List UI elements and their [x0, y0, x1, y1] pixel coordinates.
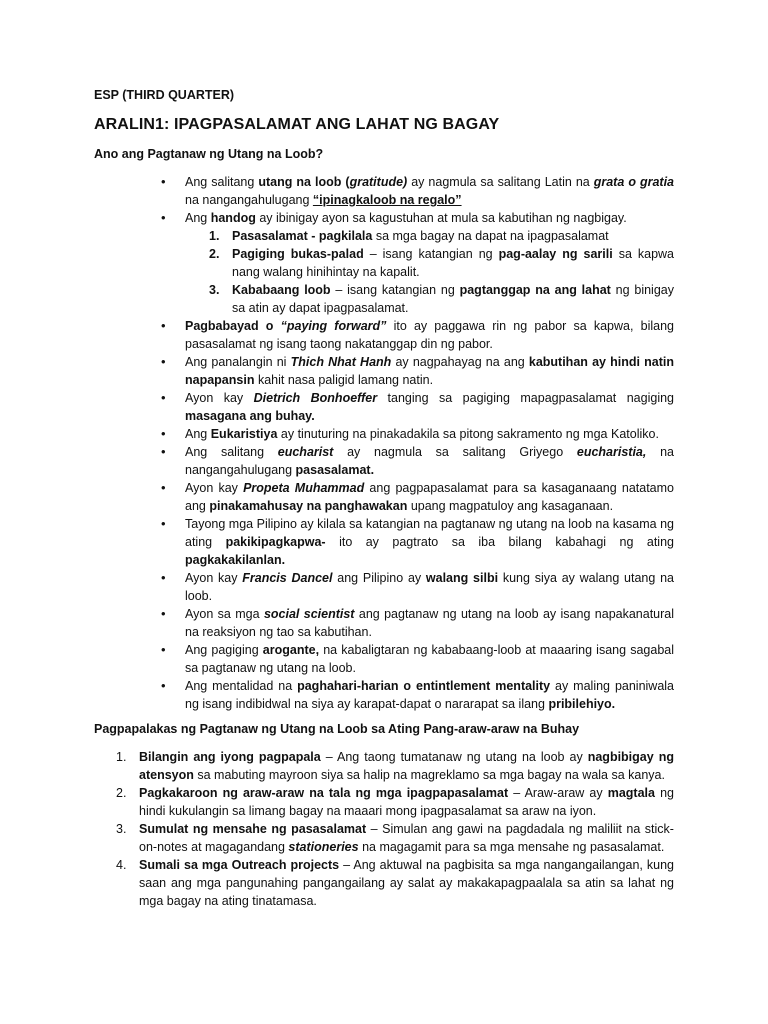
text-run: eucharistia, — [576, 445, 647, 459]
text-run: Propeta Muhammad — [243, 481, 365, 495]
text-run: pakikipagkapwa- — [225, 535, 326, 549]
sub-list-item — [185, 227, 674, 245]
text-run: na magagamit para sa mga mensahe ng pasasalamat. — [358, 840, 665, 854]
numbered-item — [94, 856, 674, 910]
bullet-item — [94, 317, 674, 353]
text-run: Ang — [185, 427, 211, 441]
bullet-item — [94, 515, 674, 569]
text-run: tanging sa pagiging mapagpasalamat nagiging — [377, 391, 674, 405]
text-run: ang pagpapasalamat para sa kasaganaang natatamo ang — [185, 481, 674, 513]
text-run: pag-aalay ng sarili — [498, 247, 613, 261]
text-run: Ang salitang — [185, 175, 259, 189]
text-run: Kababaang loob — [232, 283, 331, 297]
text-run: ng hindi kukulangin sa limang bagay na maaari mong ipagpasalamat sa araw na iyon. — [139, 786, 674, 818]
text-run: na nangangahulugang — [185, 193, 313, 207]
item-number: 4. — [116, 858, 127, 872]
text-run: handog — [210, 211, 256, 225]
sub-list-number: 1. — [209, 229, 220, 243]
text-run: magtala — [607, 786, 655, 800]
numbered-item — [94, 820, 674, 856]
bullet-item — [94, 641, 674, 677]
text-run: utang na loob — [258, 175, 342, 189]
text-run: kabutihan ay hindi natin napapansin — [185, 355, 674, 387]
text-run: Pagiging bukas-palad — [232, 247, 364, 261]
text-run: Ayon sa mga — [185, 607, 264, 621]
text-run: sa mga bagay na dapat na ipagpasalamat — [372, 229, 609, 243]
text-run: social scientist — [263, 607, 355, 621]
text-run: – isang katangian ng — [363, 247, 499, 261]
text-run: Sumulat ng mensahe ng pasasalamat — [139, 822, 367, 836]
text-run: sa kapwa nang walang hinihintay na kapalit. — [232, 247, 675, 279]
text-run: ay maling paniniwala ng isang indibidwal na siya ay karapat-dapat o nararapat sa ilang — [185, 679, 675, 711]
numbered-item — [94, 748, 674, 784]
text-run: upang magpatuloy ang kasaganaan. — [407, 499, 614, 513]
text-run: sa mabuting mayroon siya sa halip na magreklamo sa mga bagay na wala sa kanya. — [193, 768, 665, 782]
text-run: pribilehiyo. — [548, 697, 616, 711]
text-run: ito ay paggawa rin ng pabor sa kapwa, bilang pasasalamat ng isang taong nakatanggap din ng pabor. — [185, 319, 674, 351]
section-heading-pagpapalakas: Pagpapalakas ng Pagtanaw ng Utang na Loob sa Ating Pang-araw-araw na Buhay — [94, 722, 580, 736]
item-number: 2. — [116, 786, 127, 800]
section-heading-pagtanaw: Ano ang Pagtanaw ng Utang na Loob? — [94, 147, 324, 161]
text-run: Pagbabayad o — [185, 319, 281, 333]
sub-list-number: 3. — [209, 283, 220, 297]
text-run: ng binigay sa atin ay dapat ipagpasalamat. — [232, 283, 674, 315]
text-run: pasasalamat. — [295, 463, 375, 477]
text-run: “ipinagkaloob na regalo” — [312, 193, 462, 207]
text-run: paghahari-harian o entintlement mentality — [297, 679, 551, 693]
text-run: gratitude) — [349, 175, 408, 189]
text-run: “paying forward” — [280, 319, 387, 333]
text-run: Pagkakaroon ng araw-araw na tala ng mga ipagpapasalamat — [139, 786, 509, 800]
text-run: Ang — [185, 211, 211, 225]
text-run: walang silbi — [425, 571, 499, 585]
text-run: na nangangahulugang — [185, 445, 674, 477]
text-run: masagana ang buhay. — [185, 409, 315, 423]
bullet-item — [94, 209, 674, 317]
text-run: ay ibinigay ayon sa kagustuhan at mula sa kabutihan ng nagbigay. — [255, 211, 627, 225]
text-run: Ang panalangin ni — [185, 355, 291, 369]
text-run: kung siya ay walang utang na loob. — [185, 571, 674, 603]
text-run: ay nagmula sa salitang Latin na — [407, 175, 594, 189]
text-run: kahit nasa paligid lamang natin. — [254, 373, 434, 387]
lesson-title: ARALIN1: IPAGPASALAMAT ANG LAHAT NG BAGAY — [94, 116, 500, 133]
sub-list-item — [185, 245, 674, 281]
text-run: na kabaligtaran ng kababaang-loob at maaaring isang sagabal sa pagtanaw ng utang na loob. — [185, 643, 674, 675]
text-run: nagbibigay ng atensyon — [139, 750, 674, 782]
numbered-list — [94, 748, 674, 910]
item-number: 3. — [116, 822, 127, 836]
text-run: Ang salitang — [185, 445, 278, 459]
text-run: ang Pilipino ay — [332, 571, 426, 585]
item-number: 1. — [116, 750, 127, 764]
text-run: arogante, — [262, 643, 320, 657]
text-run: Thich Nhat Hanh — [290, 355, 392, 369]
text-run: stationeries — [288, 840, 359, 854]
document-header: ESP (THIRD QUARTER) — [94, 88, 235, 102]
bullet-list — [94, 173, 674, 713]
text-run: – isang katangian ng — [330, 283, 460, 297]
text-run: – Simulan ang gawi na pagdadala ng maliliit na stick-on-notes at magagandang — [139, 822, 674, 854]
bullet-item — [94, 569, 674, 605]
text-run: Ayon kay — [185, 481, 244, 495]
text-run: pagkakakilanlan. — [185, 553, 286, 567]
text-run: – Ang aktuwal na pagbisita sa mga nangangailangan, kung saan ang mga pangunahing pangangailang ay salat ay makakapagpaalala sa atin sa lahat ng mga bagay na ating tinatamasa. — [139, 858, 674, 908]
bullet-item — [94, 425, 674, 443]
text-run: Ayon kay — [185, 571, 243, 585]
text-run: Bilangin ang iyong pagpapala — [139, 750, 321, 764]
text-run: ito ay pagtrato sa iba bilang kabahagi ng ating — [325, 535, 674, 549]
text-run: ( — [341, 175, 350, 189]
bullet-item — [94, 173, 674, 209]
text-run: ay nagmula sa salitang Griyego — [333, 445, 577, 459]
text-run: Ang pagiging — [185, 643, 263, 657]
bullet-item — [94, 353, 674, 389]
text-run: Tayong mga Pilipino ay kilala sa katangian na pagtanaw ng utang na loob na kasama ng ating — [185, 517, 674, 549]
text-run: pagtanggap na ang lahat — [459, 283, 611, 297]
text-run: Dietrich Bonhoeffer — [253, 391, 378, 405]
sub-list — [185, 227, 674, 317]
text-run: Ang mentalidad na — [185, 679, 298, 693]
text-run: Sumali sa mga Outreach projects — [139, 858, 340, 872]
text-run: eucharist — [277, 445, 334, 459]
bullet-item — [94, 605, 674, 641]
text-run: Ayon kay — [185, 391, 254, 405]
text-run: ay tinuturing na pinakadakila sa pitong sakramento ng mga Katoliko. — [277, 427, 659, 441]
text-run: Eukaristiya — [210, 427, 278, 441]
text-run: – Araw-araw ay — [508, 786, 608, 800]
text-run: Pasasalamat - — [232, 229, 319, 243]
text-run: pinakamahusay na panghawakan — [209, 499, 408, 513]
bullet-item — [94, 479, 674, 515]
sub-list-number: 2. — [209, 247, 220, 261]
text-run: ang pagtanaw ng utang na loob ay isang napakanatural na reaksiyon ng tao sa kabutihan. — [185, 607, 675, 639]
text-run: grata o gratia — [593, 175, 674, 189]
text-run: pagkilala — [318, 229, 373, 243]
sub-list-item — [185, 281, 674, 317]
numbered-item — [94, 784, 674, 820]
bullet-item — [94, 677, 674, 713]
bullet-item — [94, 443, 674, 479]
text-run: – Ang taong tumatanaw ng utang na loob ay — [320, 750, 588, 764]
text-run: Francis Dancel — [242, 571, 333, 585]
text-run: ay nagpahayag na ang — [391, 355, 529, 369]
bullet-item — [94, 389, 674, 425]
